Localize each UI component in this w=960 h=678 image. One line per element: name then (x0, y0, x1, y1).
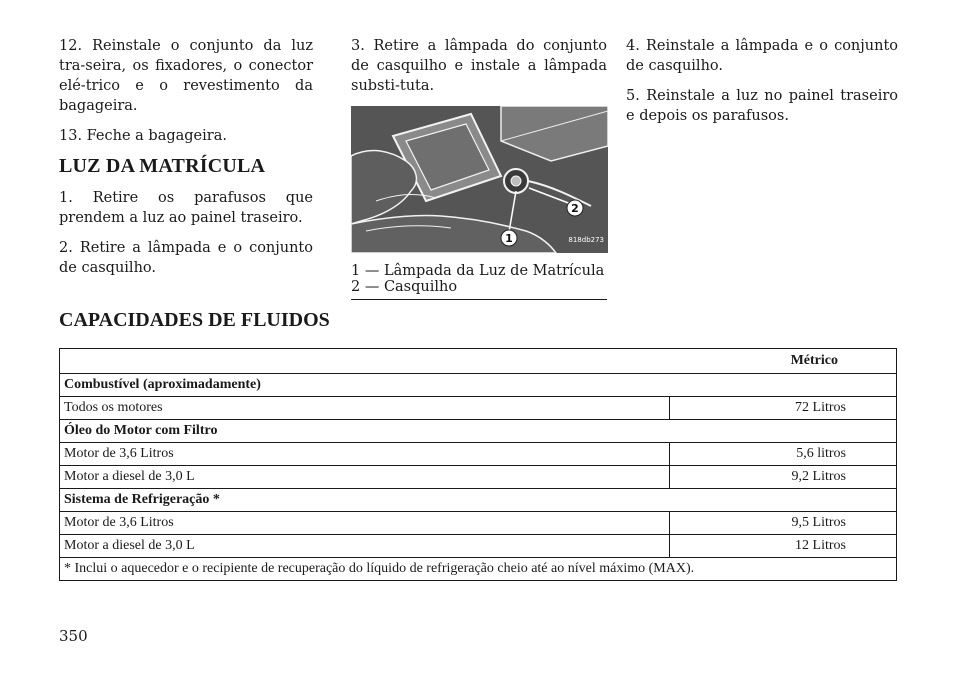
item-cell: Motor de 3,6 Litros (60, 512, 670, 535)
callout-2: 2 (571, 202, 579, 215)
footnote: * Inclui o aquecedor e o recipiente de recuperação do líquido de refrigeração cheio até ao nível máximo (MAX). (60, 558, 897, 581)
step-13: 13. Feche a bagageira. (59, 128, 227, 144)
table-row (60, 512, 897, 535)
table-footnote-row (60, 558, 897, 581)
step-3: 3. Retire a lâmpada do conjunto de casquilho e instale a lâmpada substi-tuta. (351, 38, 607, 94)
step-1: 1. Retire os parafusos que prendem a luz ao painel traseiro. (59, 190, 313, 226)
step-2: 2. Retire a lâmpada e o conjunto de casquilho. (59, 240, 313, 276)
column-header-metric: Métrico (60, 349, 897, 374)
section-title-fluid-capacities: CAPACIDADES DE FLUIDOS (59, 309, 330, 331)
group-label: Sistema de Refrigeração * (60, 489, 897, 512)
fluid-capacities-table (59, 348, 897, 581)
callout-1: 1 (505, 232, 513, 245)
value-cell: 72 Litros (670, 397, 897, 420)
value-cell: 5,6 litros (670, 443, 897, 466)
table-row (60, 535, 897, 558)
figure-legend (351, 263, 607, 300)
value-cell: 12 Litros (670, 535, 897, 558)
table-group-row (60, 374, 897, 397)
table-group-row (60, 420, 897, 443)
table-row (60, 466, 897, 489)
table-row (60, 397, 897, 420)
group-label: Combustível (aproximadamente) (60, 374, 897, 397)
group-label: Óleo do Motor com Filtro (60, 420, 897, 443)
figure-code: 818db273 (568, 236, 604, 244)
table-group-row (60, 489, 897, 512)
license-lamp-illustration (351, 106, 608, 253)
text-column-middle (351, 36, 607, 300)
item-cell: Motor a diesel de 3,0 L (60, 466, 670, 489)
item-cell: Motor a diesel de 3,0 L (60, 535, 670, 558)
text-column-left (59, 36, 313, 288)
value-cell: 9,2 Litros (670, 466, 897, 489)
value-cell: 9,5 Litros (670, 512, 897, 535)
item-cell: Motor de 3,6 Litros (60, 443, 670, 466)
legend-item-1: 1 — Lâmpada da Luz de Matrícula (351, 263, 605, 279)
item-cell: Todos os motores (60, 397, 670, 420)
page-number: 350 (59, 627, 88, 645)
step-12: 12. Reinstale o conjunto da luz tra-seira, os fixadores, o conector elé-trico e o revestimento da bagageira. (59, 38, 313, 114)
legend-item-2: 2 — Casquilho (351, 279, 458, 295)
step-4: 4. Reinstale a lâmpada e o conjunto de casquilho. (626, 38, 898, 74)
section-title-license-light: LUZ DA MATRÍCULA (59, 155, 266, 177)
step-5: 5. Reinstale a luz no painel traseiro e depois os parafusos. (626, 88, 898, 124)
table-header-row (60, 349, 897, 374)
text-column-right (626, 36, 898, 136)
table-row (60, 443, 897, 466)
